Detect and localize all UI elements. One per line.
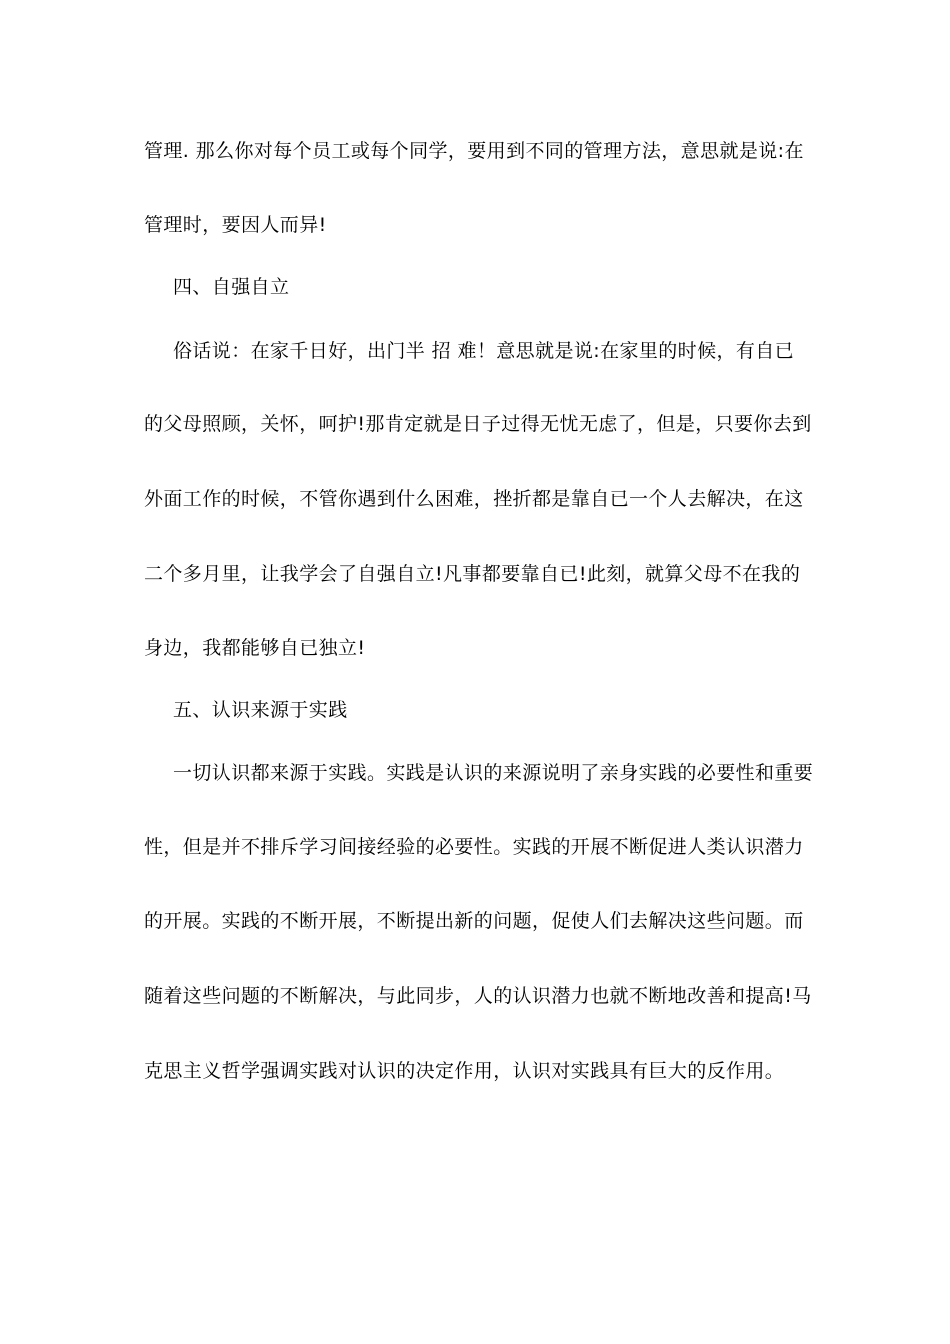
paragraph-line: 身边，我都能够自已独立!	[144, 637, 366, 659]
paragraph-line: 外面工作的时候，不管你遇到什么困难，挫折都是靠自已一个人去解决，在这	[144, 488, 804, 510]
paragraph-line: 性，但是并不排斥学习间接经验的必要性。实践的开展不断促进人类认识潜力	[144, 836, 804, 858]
section-heading-self-reliance: 四、自强自立	[173, 276, 290, 298]
section-heading-practice: 五、认识来源于实践	[173, 699, 348, 721]
paragraph-line: 克思主义哲学强调实践对认识的决定作用，认识对实践具有巨大的反作用。	[144, 1060, 785, 1082]
paragraph-line: 俗话说：在家千日好，出门半 招 难！意思就是说:在家里的时候，有自已	[173, 340, 795, 362]
paragraph-line: 的开展。实践的不断开展，不断提出新的问题，促使人们去解决这些问题。而	[144, 910, 804, 932]
paragraph-line: 的父母照顾，关怀，呵护!那肯定就是日子过得无忧无虑了，但是，只要你去到	[144, 413, 812, 435]
paragraph-line: 二个多月里，让我学会了自强自立!凡事都要靠自已!此刻，就算父母不在我的	[144, 563, 801, 585]
paragraph-line: 管理时，要因人而异!	[144, 214, 327, 236]
paragraph-line: 管理. 那么你对每个员工或每个同学，要用到不同的管理方法，意思就是说:在	[144, 140, 804, 162]
paragraph-line: 一切认识都来源于实践。实践是认识的来源说明了亲身实践的必要性和重要	[173, 762, 814, 784]
paragraph-line: 随着这些问题的不断解决，与此同步，人的认识潜力也就不断地改善和提高!马	[144, 985, 812, 1007]
